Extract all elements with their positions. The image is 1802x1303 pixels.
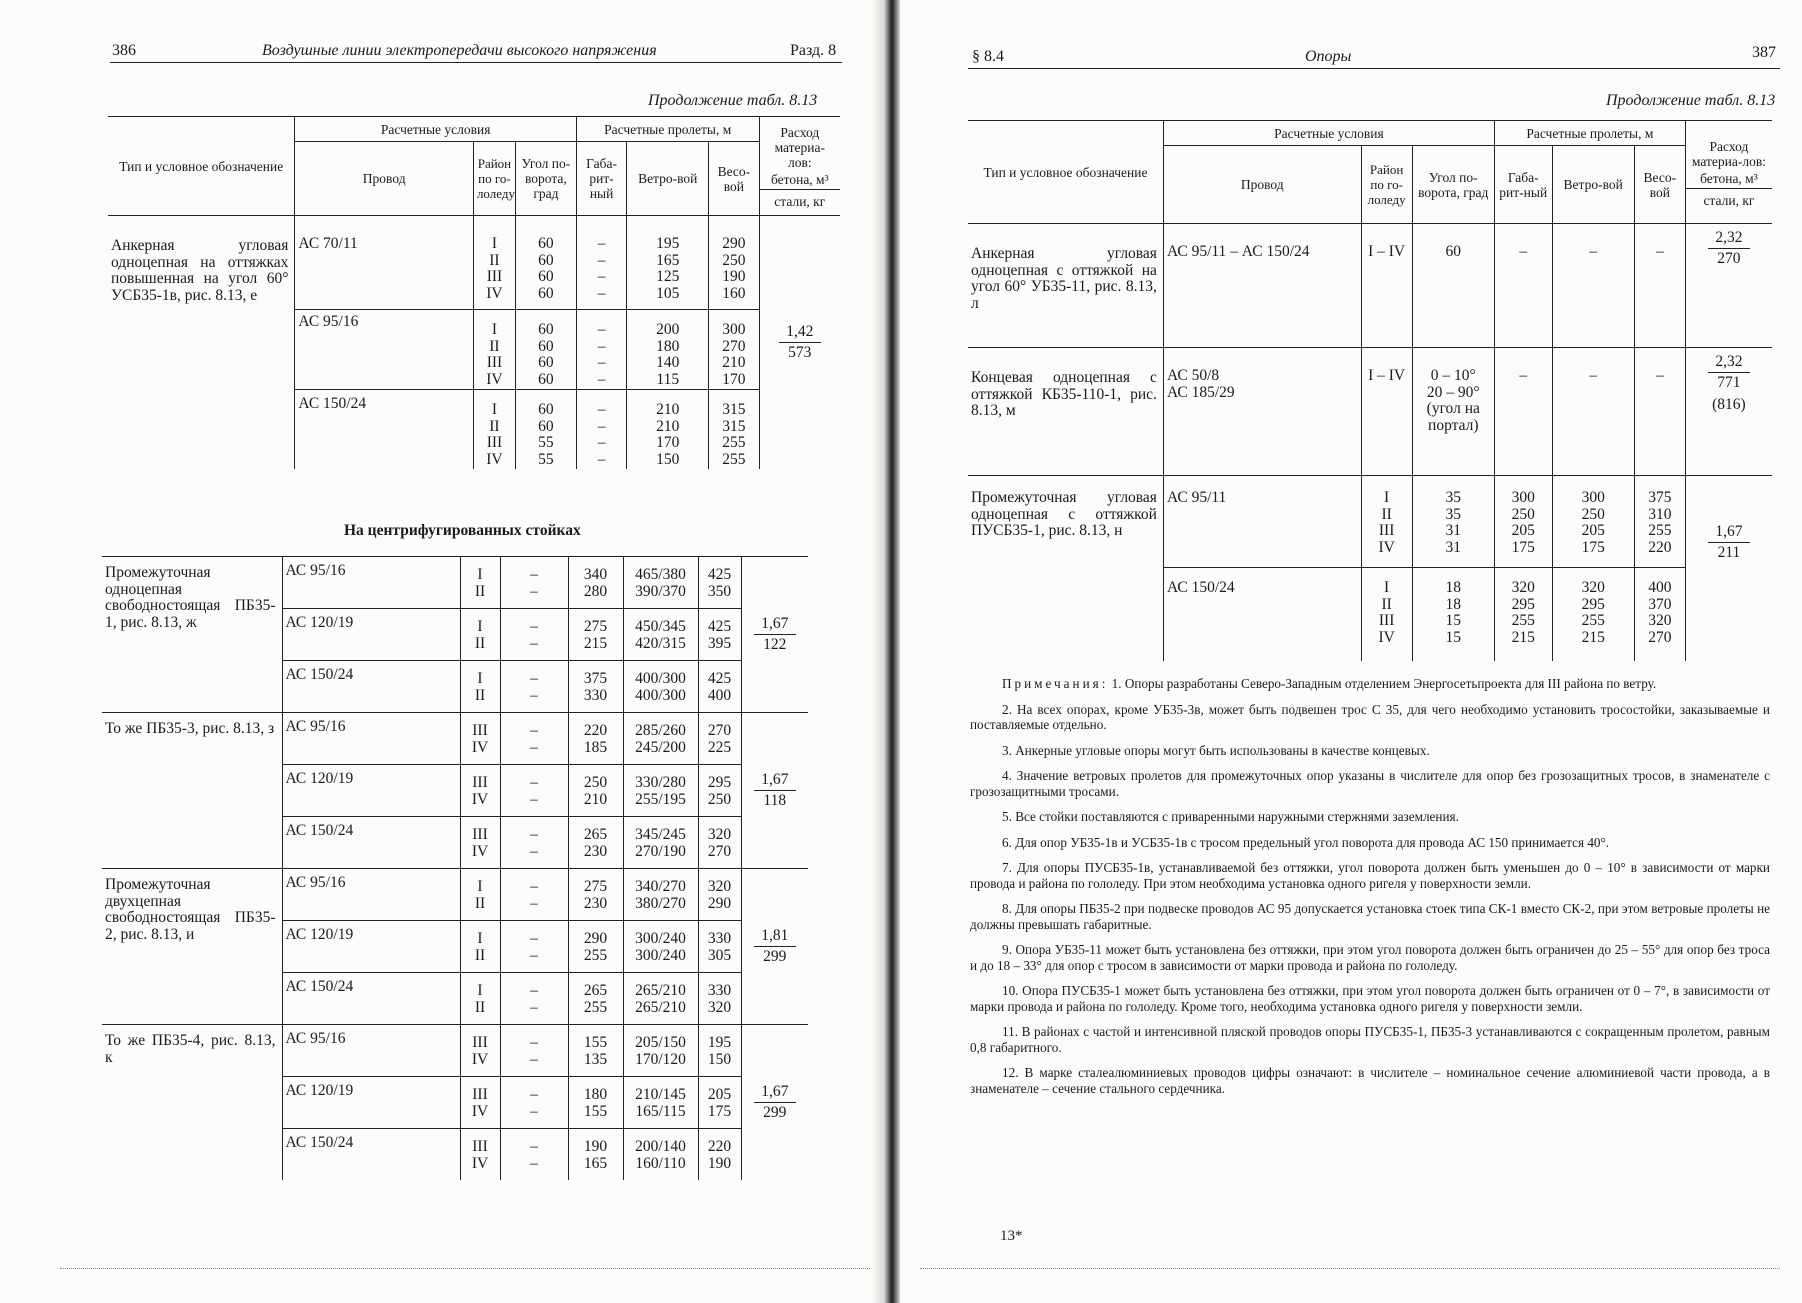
conductor-cell: АС 150/24 bbox=[282, 1129, 460, 1181]
angle-cell: – – bbox=[500, 973, 568, 1025]
support-type-cell: Концевая одноцепная с оттяжкой КБ35-110-1, рис. 8.13, м bbox=[968, 348, 1163, 476]
wind-cell: 200/140 160/110 bbox=[623, 1129, 698, 1181]
region-cell: I – IV bbox=[1361, 224, 1412, 348]
note-item: Примечания: 1. Опоры разработаны Северо-Западным отделением Энергосетьпроекта для III района по ветру. bbox=[1002, 676, 1657, 691]
weight-cell: 425 350 bbox=[698, 557, 741, 609]
header-ice-region: Район по го-лоледу bbox=[473, 142, 515, 216]
left-table-centrifuged bbox=[102, 556, 808, 1180]
header-wind: Ветро-вой bbox=[627, 142, 709, 216]
wind-cell: 265/210 265/210 bbox=[623, 973, 698, 1025]
conductor-cell: АС 150/24 bbox=[282, 817, 460, 869]
wind-cell: 210/145 165/115 bbox=[623, 1077, 698, 1129]
material-fraction: 2,32 771 (816) bbox=[1685, 348, 1772, 476]
page-number-left: 386 bbox=[112, 42, 136, 59]
header-conductor: Провод bbox=[295, 142, 474, 216]
material-fraction: 1,42 573 bbox=[759, 216, 840, 470]
region-cell: III IV bbox=[460, 1077, 500, 1129]
wind-cell: 210 210 170 150 bbox=[627, 390, 709, 470]
signature-mark: 13* bbox=[1000, 1228, 1023, 1244]
wind-cell: 195 165 125 105 bbox=[627, 216, 709, 310]
conductor-cell: АС 150/24 bbox=[282, 973, 460, 1025]
conductor-cell: АС 120/19 bbox=[282, 765, 460, 817]
running-title-right: Опоры bbox=[1305, 48, 1352, 65]
wind-cell: 450/345 420/315 bbox=[623, 609, 698, 661]
note-item: 7. Для опоры ПУСБ35-1в, устанавливаемой без оттяжки, угол поворота должен быть уменьшен до 0 – 10° в зависимости от марки провода и района по гололеду. При этом необходима установка одного ригеля у поверхности земли. bbox=[970, 860, 1770, 891]
note-item: 8. Для опоры ПБ35-2 при подвеске проводов АС 95 допускается установка стоек типа СК-1 вместо СК-2, при этом ветровые пролеты не должны превышать габаритные. bbox=[970, 901, 1770, 932]
angle-cell: – – bbox=[500, 1025, 568, 1077]
right-page bbox=[900, 0, 1802, 1303]
weight-cell: 205 175 bbox=[698, 1077, 741, 1129]
support-type-cell: Промежуточная двухцепная свободностоящая ПБ35-2, рис. 8.13, и bbox=[102, 869, 282, 1025]
wind-cell: 300/240 300/240 bbox=[623, 921, 698, 973]
material-fraction: 1,81 299 bbox=[741, 869, 808, 1025]
header-calc-spans: Расчетные пролеты, м bbox=[576, 117, 759, 142]
conductor-cell: АС 95/16 bbox=[282, 1025, 460, 1077]
material-fraction: 1,67 211 bbox=[1685, 476, 1772, 662]
note-item: 10. Опора ПУСБ35-1 может быть установлена без оттяжки, при этом угол поворота должен быть ограничен от 0 – 7°, в зависимости от марки провода и района по гололеду. Кроме того, необходима установка одного ригеля у поверхности земли. bbox=[970, 983, 1770, 1014]
running-title-left: Воздушные линии электропередачи высокого напряжения bbox=[262, 42, 657, 59]
conductor-cell: АС 120/19 bbox=[282, 1077, 460, 1129]
header-concrete: бетона, м³ bbox=[1686, 171, 1772, 189]
table-row bbox=[102, 1025, 808, 1077]
angle-cell: – – bbox=[500, 817, 568, 869]
header-consumption bbox=[1685, 121, 1772, 224]
material-fraction: 1,67 299 bbox=[741, 1025, 808, 1181]
header-conductor: Провод bbox=[1163, 146, 1361, 224]
region-cell: I II bbox=[460, 609, 500, 661]
left-page bbox=[0, 0, 880, 1303]
gabarit-cell: 265 255 bbox=[568, 973, 623, 1025]
header-weight: Весо-вой bbox=[1634, 146, 1685, 224]
region-cell: I II bbox=[460, 921, 500, 973]
gabarit-cell: 220 185 bbox=[568, 713, 623, 765]
gabarit-cell: – bbox=[1494, 224, 1552, 348]
angle-cell: 35 35 31 31 bbox=[1412, 476, 1494, 568]
angle-cell: – – bbox=[500, 1077, 568, 1129]
gabarit-cell: 300 250 205 175 bbox=[1494, 476, 1552, 568]
gabarit-cell: – – – – bbox=[576, 216, 626, 310]
weight-cell: 295 250 bbox=[698, 765, 741, 817]
conductor-cell: АС 150/24 bbox=[1163, 568, 1361, 662]
wind-cell: 205/150 170/120 bbox=[623, 1025, 698, 1077]
wind-cell: 400/300 400/300 bbox=[623, 661, 698, 713]
angle-cell: – – bbox=[500, 765, 568, 817]
region-cell: I II bbox=[460, 557, 500, 609]
gabarit-cell: 190 165 bbox=[568, 1129, 623, 1181]
note-item: 9. Опора УБ35-11 может быть установлена без оттяжки, при этом угол поворота должен быть ограничен до 25 – 55° для опор без троса и до 18 – 33° для опор с тросом в зависимости от марки провода и района по гололеду. bbox=[970, 942, 1770, 973]
weight-cell: 320 270 bbox=[698, 817, 741, 869]
gabarit-cell: 375 330 bbox=[568, 661, 623, 713]
region-cell: I II bbox=[460, 869, 500, 921]
note-item: 3. Анкерные угловые опоры могут быть использованы в качестве концевых. bbox=[1002, 742, 1430, 758]
wind-cell: 345/245 270/190 bbox=[623, 817, 698, 869]
header-consumption bbox=[759, 117, 840, 216]
header-ice-region: Район по го-лоледу bbox=[1361, 146, 1412, 224]
note-item: 6. Для опор УБ35-1в и УСБ35-1в с тросом предельный угол поворота для провода АС 150 принимается 40°. bbox=[1002, 834, 1610, 850]
header-consumption-label: Расход материа-лов: bbox=[1691, 138, 1766, 169]
gabarit-cell: 275 215 bbox=[568, 609, 623, 661]
angle-cell: 0 – 10° 20 – 90° (угол на портал) bbox=[1412, 348, 1494, 476]
continuation-right: Продолжение табл. 8.13 bbox=[1606, 92, 1776, 109]
note-item: 11. В районах с частой и интенсивной пляской проводов опоры ПУСБ35-1, ПБ35-3 устанавливаются с сокращенным пролетом, равным 0,8 габаритного. bbox=[970, 1024, 1770, 1055]
gabarit-cell: 155 135 bbox=[568, 1025, 623, 1077]
header-calc-conditions: Расчетные условия bbox=[295, 117, 576, 142]
angle-cell: – – bbox=[500, 713, 568, 765]
conductor-cell: АС 95/16 bbox=[295, 310, 474, 390]
scan-edge-left bbox=[60, 1268, 870, 1269]
weight-cell: 330 320 bbox=[698, 973, 741, 1025]
weight-cell: 375 310 255 220 bbox=[1634, 476, 1685, 568]
table-row bbox=[108, 216, 840, 310]
wind-cell: 465/380 390/370 bbox=[623, 557, 698, 609]
angle-cell: 60 bbox=[1412, 224, 1494, 348]
weight-cell: 290 250 190 160 bbox=[709, 216, 759, 310]
notes-block bbox=[970, 676, 1770, 1106]
support-type-cell: Анкерная угловая одноцепная с оттяжкой на угол 60° УБ35-11, рис. 8.13, л bbox=[968, 224, 1163, 348]
weight-cell: 220 190 bbox=[698, 1129, 741, 1181]
scan-edge-right bbox=[920, 1268, 1780, 1269]
wind-cell: 200 180 140 115 bbox=[627, 310, 709, 390]
wind-cell: 300 250 205 175 bbox=[1552, 476, 1634, 568]
support-type-cell: Промежуточная угловая одноцепная с оттяжкой ПУСБ35-1, рис. 8.13, н bbox=[968, 476, 1163, 662]
header-steel: стали, кг bbox=[774, 194, 826, 209]
header-consumption-label: Расход материа-лов: bbox=[774, 125, 826, 170]
conductor-cell: АС 150/24 bbox=[282, 661, 460, 713]
header-wind: Ветро-вой bbox=[1552, 146, 1634, 224]
header-steel: стали, кг bbox=[1703, 192, 1755, 208]
note-item: 4. Значение ветровых пролетов для промежуточных опор указаны в числителе для опор без грозозащитных тросов, в знаменателе с грозозащитными тросами. bbox=[970, 768, 1770, 799]
weight-cell: 315 315 255 255 bbox=[709, 390, 759, 470]
gabarit-cell: 250 210 bbox=[568, 765, 623, 817]
gabarit-cell: 290 255 bbox=[568, 921, 623, 973]
header-type: Тип и условное обозначение bbox=[968, 121, 1163, 224]
region-cell: I II III IV bbox=[473, 390, 515, 470]
wind-cell: – bbox=[1552, 348, 1634, 476]
weight-cell: 300 270 210 170 bbox=[709, 310, 759, 390]
wind-cell: 340/270 380/270 bbox=[623, 869, 698, 921]
conductor-cell: АС 95/16 bbox=[282, 713, 460, 765]
region-cell: I II III IV bbox=[1361, 568, 1412, 662]
material-fraction: 1,67 118 bbox=[741, 713, 808, 869]
weight-cell: 425 400 bbox=[698, 661, 741, 713]
angle-cell: – – bbox=[500, 609, 568, 661]
wind-cell: 320 295 255 215 bbox=[1552, 568, 1634, 662]
support-type-cell: То же ПБ35-3, рис. 8.13, з bbox=[102, 713, 282, 869]
table-row bbox=[968, 476, 1772, 568]
page-number-right: 387 bbox=[1752, 44, 1776, 61]
angle-cell: – – bbox=[500, 921, 568, 973]
region-cell: I II III IV bbox=[473, 310, 515, 390]
angle-cell: 60 60 60 60 bbox=[515, 216, 576, 310]
wind-cell: 330/280 255/195 bbox=[623, 765, 698, 817]
weight-cell: 195 150 bbox=[698, 1025, 741, 1077]
header-rule-left bbox=[110, 62, 842, 63]
gabarit-cell: 180 155 bbox=[568, 1077, 623, 1129]
header-angle: Угол по-ворота, град bbox=[1412, 146, 1494, 224]
conductor-cell: АС 95/11 – АС 150/24 bbox=[1163, 224, 1361, 348]
note-item: 12. В марке сталеалюминиевых проводов цифры означают: в числителе – номинальное сечение алюминиевой части провода, а в знаменателе – сечение стального сердечника. bbox=[970, 1065, 1770, 1096]
wind-cell: 285/260 245/200 bbox=[623, 713, 698, 765]
section-label-right: § 8.4 bbox=[972, 48, 1004, 65]
angle-cell: – – bbox=[500, 661, 568, 713]
region-cell: III IV bbox=[460, 1025, 500, 1077]
region-cell: I II bbox=[460, 661, 500, 713]
conductor-cell: АС 120/19 bbox=[282, 609, 460, 661]
table-row bbox=[102, 869, 808, 921]
table-row bbox=[968, 348, 1772, 476]
header-type: Тип и условное обозначение bbox=[108, 117, 295, 216]
angle-cell: 60 60 55 55 bbox=[515, 390, 576, 470]
header-gabarit: Габа-рит-ный bbox=[1494, 146, 1552, 224]
table-row bbox=[102, 713, 808, 765]
section-label-left: Разд. 8 bbox=[790, 42, 837, 59]
weight-cell: 270 225 bbox=[698, 713, 741, 765]
right-table bbox=[968, 120, 1772, 661]
header-calc-spans: Расчетные пролеты, м bbox=[1494, 121, 1685, 146]
angle-cell: 18 18 15 15 bbox=[1412, 568, 1494, 662]
gabarit-cell: – bbox=[1494, 348, 1552, 476]
header-gabarit: Габа-рит-ный bbox=[576, 142, 626, 216]
region-cell: III IV bbox=[460, 765, 500, 817]
region-cell: III IV bbox=[460, 817, 500, 869]
conductor-cell: АС 150/24 bbox=[295, 390, 474, 470]
note-item: 2. На всех опорах, кроме УБ35-3в, может быть подвешен трос С 35, для чего необходимо установить тросостойки, заказываемые и поставляемые отдельно. bbox=[970, 701, 1770, 732]
header-weight: Весо-вой bbox=[709, 142, 759, 216]
note-item: 5. Все стойки поставляются с приваренными наружными стержнями заземления. bbox=[1002, 809, 1459, 824]
gabarit-cell: 275 230 bbox=[568, 869, 623, 921]
material-fraction: 2,32 270 bbox=[1685, 224, 1772, 348]
region-cell: III IV bbox=[460, 713, 500, 765]
conductor-cell: АС 50/8 АС 185/29 bbox=[1163, 348, 1361, 476]
material-fraction: 1,67 122 bbox=[741, 557, 808, 713]
region-cell: I II bbox=[460, 973, 500, 1025]
conductor-cell: АС 95/16 bbox=[282, 557, 460, 609]
weight-cell: 320 290 bbox=[698, 869, 741, 921]
weight-cell: 425 395 bbox=[698, 609, 741, 661]
region-cell: I – IV bbox=[1361, 348, 1412, 476]
region-cell: I II III IV bbox=[473, 216, 515, 310]
gabarit-cell: – – – – bbox=[576, 310, 626, 390]
angle-cell: – – bbox=[500, 1129, 568, 1181]
angle-cell: – – bbox=[500, 869, 568, 921]
angle-cell: – – bbox=[500, 557, 568, 609]
region-cell: I II III IV bbox=[1361, 476, 1412, 568]
table-row bbox=[102, 557, 808, 609]
weight-cell: – bbox=[1634, 224, 1685, 348]
gabarit-cell: – – – – bbox=[576, 390, 626, 470]
conductor-cell: АС 95/16 bbox=[282, 869, 460, 921]
header-concrete: бетона, м³ bbox=[760, 172, 840, 190]
notes-label: Примечания: bbox=[1002, 676, 1109, 691]
weight-cell: 400 370 320 270 bbox=[1634, 568, 1685, 662]
support-type-cell: Промежуточная одноцепная свободностоящая ПБ35-1, рис. 8.13, ж bbox=[102, 557, 282, 713]
left-table bbox=[108, 116, 840, 469]
table-row bbox=[968, 224, 1772, 348]
header-rule-right bbox=[968, 68, 1780, 69]
support-type-cell: Анкерная угловая одноцепная на оттяжках повышенная на угол 60° УСБ35-1в, рис. 8.13, е bbox=[108, 216, 295, 470]
gabarit-cell: 340 280 bbox=[568, 557, 623, 609]
weight-cell: 330 305 bbox=[698, 921, 741, 973]
angle-cell: 60 60 60 60 bbox=[515, 310, 576, 390]
conductor-cell: АС 70/11 bbox=[295, 216, 474, 310]
weight-cell: – bbox=[1634, 348, 1685, 476]
support-type-cell: То же ПБ35-4, рис. 8.13, к bbox=[102, 1025, 282, 1181]
continuation-left: Продолжение табл. 8.13 bbox=[648, 92, 818, 109]
subheading-centrifuged: На центрифугированных стойках bbox=[344, 522, 581, 539]
gabarit-cell: 265 230 bbox=[568, 817, 623, 869]
region-cell: III IV bbox=[460, 1129, 500, 1181]
header-angle: Угол по-ворота, град bbox=[515, 142, 576, 216]
conductor-cell: АС 95/11 bbox=[1163, 476, 1361, 568]
conductor-cell: АС 120/19 bbox=[282, 921, 460, 973]
gabarit-cell: 320 295 255 215 bbox=[1494, 568, 1552, 662]
wind-cell: – bbox=[1552, 224, 1634, 348]
header-calc-conditions: Расчетные условия bbox=[1163, 121, 1494, 146]
